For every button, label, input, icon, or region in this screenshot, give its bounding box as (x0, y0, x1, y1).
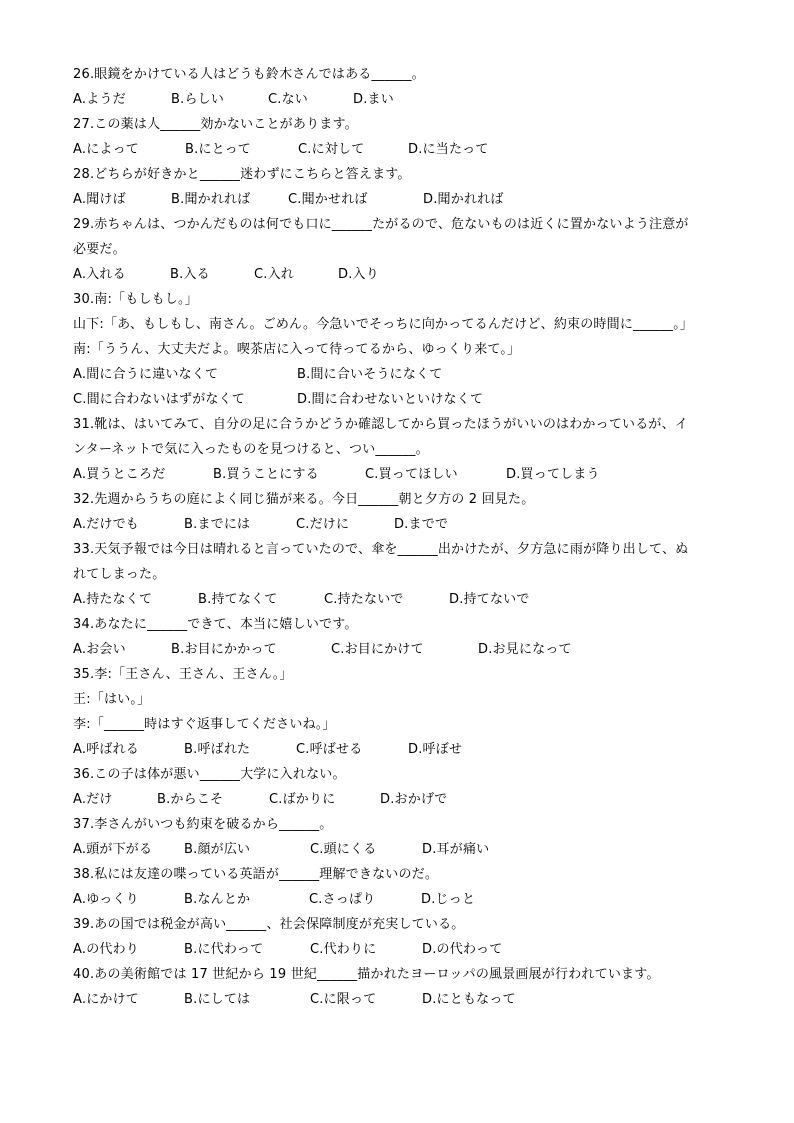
option-d[interactable]: D.までで (394, 517, 449, 532)
option-b[interactable]: B.らしい (171, 92, 225, 107)
option-a[interactable]: A.呼ばれる (73, 742, 139, 757)
question-26-stem: 26.眼鏡をかけている人はどうも鈴木さんではある______。 (73, 67, 425, 82)
option-b[interactable]: B.までには (184, 517, 251, 532)
question-32-options (73, 512, 733, 537)
question-33-stem: 33.天気予報では今日は晴れると言っていたので、傘を______出かけたが、夕方急に雨が降り出して、ぬ (73, 542, 689, 557)
option-c[interactable]: C.呼ばせる (296, 742, 363, 757)
question-31-stem: 31.靴は、はいてみて、自分の足に合うかどうか確認してから買ったほうがいいのはわかっているが、イ (73, 417, 689, 432)
option-b[interactable]: B.に代わって (184, 942, 264, 957)
option-d[interactable]: D.の代わって (422, 942, 503, 957)
question-35-options (73, 737, 733, 762)
option-a[interactable]: A.ようだ (73, 92, 126, 107)
option-d[interactable]: D.おかげで (380, 792, 448, 807)
question-31-options (73, 462, 733, 487)
option-c[interactable]: C.聞かせれば (288, 192, 368, 207)
option-a[interactable]: A.持たなくて (73, 592, 153, 607)
question-30-dialogue-2: 南:「ううん、大丈夫だよ。喫茶店に入って待ってるから、ゆっくり来て。」 (73, 342, 521, 357)
option-d[interactable]: D.じっと (421, 892, 476, 907)
question-38-options (73, 887, 733, 912)
option-b[interactable]: B.買うことにする (213, 467, 319, 482)
option-d[interactable]: D.に当たって (408, 142, 489, 157)
question-36-stem: 36.この子は体が悪い______大学に入れない。 (73, 767, 346, 782)
option-a[interactable]: A.聞けば (73, 192, 126, 207)
question-36-options (73, 787, 733, 812)
question-35-stem: 35.李:「王さん、王さん、王さん。」 (73, 667, 293, 682)
option-c[interactable]: C.頭にくる (310, 842, 377, 857)
option-c[interactable]: C.代わりに (310, 942, 377, 957)
question-35-dialogue-1: 王:「はい。」 (73, 692, 151, 707)
option-d[interactable]: D.耳が痛い (422, 842, 490, 857)
option-b[interactable]: B.呼ばれた (184, 742, 251, 757)
option-c[interactable]: C.間に合わないはずがなくて (73, 392, 246, 407)
option-a[interactable]: A.の代わり (73, 942, 139, 957)
question-30-stem: 30.南:「もしもし。」 (73, 292, 198, 307)
option-d[interactable]: D.まい (353, 92, 394, 107)
question-40-options (73, 987, 733, 1012)
question-39-stem: 39.あの国では税金が高い______、社会保障制度が充実している。 (73, 917, 465, 932)
option-c[interactable]: C.持たないで (324, 592, 404, 607)
option-c[interactable]: C.ない (268, 92, 309, 107)
question-30-options (73, 362, 733, 387)
option-b[interactable]: B.顔が広い (184, 842, 251, 857)
option-c[interactable]: C.だけに (296, 517, 350, 532)
question-31-stem-cont: ンターネットで気に入ったものを見つけると、つい______。 (73, 442, 429, 457)
option-b[interactable]: B.聞かれれば (171, 192, 251, 207)
question-34-stem: 34.あなたに______できて、本当に嬉しいです。 (73, 617, 358, 632)
question-28-stem: 28.どちらが好きかと______迷わずにこちらと答えます。 (73, 167, 411, 182)
option-a[interactable]: A.お会い (73, 642, 126, 657)
option-c[interactable]: C.ばかりに (269, 792, 336, 807)
option-d[interactable]: D.聞かれれば (423, 192, 504, 207)
option-c[interactable]: C.に対して (298, 142, 365, 157)
question-39-options (73, 937, 733, 962)
option-b[interactable]: B.お目にかかって (171, 642, 277, 657)
question-list (73, 62, 733, 1012)
option-b[interactable]: B.なんとか (184, 892, 251, 907)
question-26-options (73, 87, 733, 112)
option-a[interactable]: A.頭が下がる (73, 842, 153, 857)
question-37-options (73, 837, 733, 862)
option-c[interactable]: C.買ってほしい (365, 467, 458, 482)
option-a[interactable]: A.ゆっくり (73, 892, 139, 907)
option-a[interactable]: A.間に合うに違いなくて (73, 367, 219, 382)
option-d[interactable]: D.お見になって (478, 642, 572, 657)
question-34-options (73, 637, 733, 662)
option-d[interactable]: D.にともなって (422, 992, 516, 1007)
option-c[interactable]: C.入れ (254, 267, 295, 282)
option-a[interactable]: A.にかけて (73, 992, 139, 1007)
question-38-stem: 38.私には友達の喋っている英語が______理解できないのだ。 (73, 867, 439, 882)
option-c[interactable]: C.お目にかけて (331, 642, 424, 657)
question-40-stem: 40.あの美術館では 17 世紀から 19 世紀______描かれたヨーロッパの風景画展が行われています。 (73, 967, 660, 982)
question-30-options-2 (73, 387, 733, 412)
question-30-dialogue-1: 山下:「あ、もしもし、南さん。ごめん。今急いでそっちに向かってるんだけど、約束の時間に______。」 (73, 317, 694, 332)
option-d[interactable]: D.買ってしまう (506, 467, 600, 482)
question-35-dialogue-2: 李:「______時はすぐ返事してくださいね。」 (73, 717, 336, 732)
option-d[interactable]: D.間に合わせないといけなくて (297, 392, 484, 407)
option-a[interactable]: A.によって (73, 142, 139, 157)
option-c[interactable]: C.さっぱり (309, 892, 376, 907)
question-28-options (73, 187, 733, 212)
option-c[interactable]: C.に限って (310, 992, 377, 1007)
question-29-options (73, 262, 733, 287)
option-a[interactable]: A.だけでも (73, 517, 139, 532)
option-a[interactable]: A.入れる (73, 267, 126, 282)
option-b[interactable]: B.間に合いそうになくて (297, 367, 443, 382)
question-32-stem: 32.先週からうちの庭によく同じ猫が来る。今日______朝と夕方の 2 回見た。 (73, 492, 535, 507)
option-b[interactable]: B.にとって (185, 142, 251, 157)
option-b[interactable]: B.からこそ (157, 792, 224, 807)
option-b[interactable]: B.入る (170, 267, 210, 282)
option-a[interactable]: A.買うところだ (73, 467, 166, 482)
question-29-stem: 29.赤ちゃんは、つかんだものは何でも口に______たがるので、危ないものは近くに置かないよう注意が (73, 217, 689, 232)
question-27-options (73, 137, 733, 162)
question-33-options (73, 587, 733, 612)
option-d[interactable]: D.呼ぼせ (408, 742, 463, 757)
question-33-stem-cont: れてしまった。 (73, 567, 166, 582)
option-d[interactable]: D.持てないで (449, 592, 530, 607)
option-b[interactable]: B.にしては (184, 992, 251, 1007)
option-b[interactable]: B.持てなくて (198, 592, 278, 607)
option-d[interactable]: D.入り (338, 267, 379, 282)
question-27-stem: 27.この薬は人______効かないことがあります。 (73, 117, 358, 132)
question-29-stem-cont: 必要だ。 (73, 242, 126, 257)
question-37-stem: 37.李さんがいつも約束を破るから______。 (73, 817, 333, 832)
option-a[interactable]: A.だけ (73, 792, 113, 807)
